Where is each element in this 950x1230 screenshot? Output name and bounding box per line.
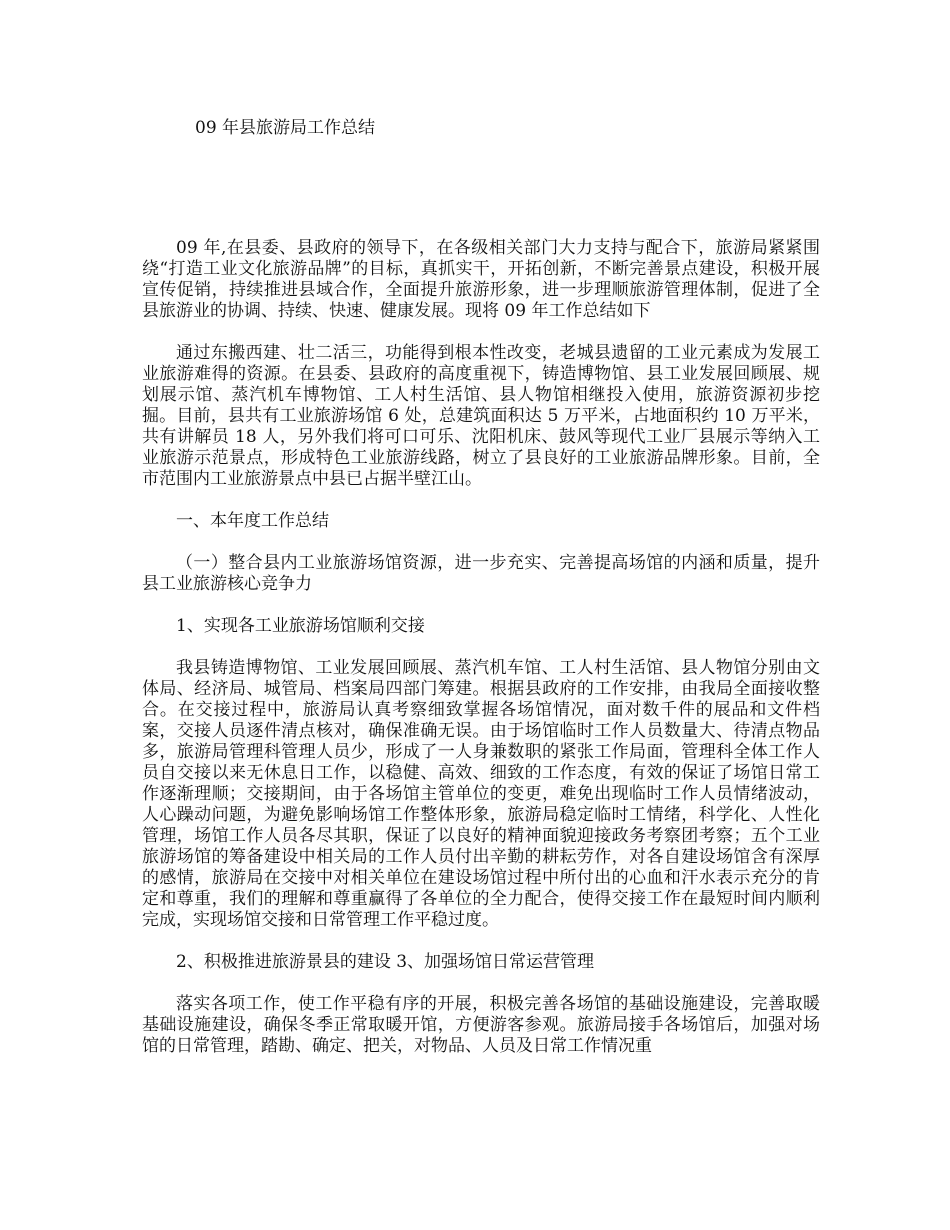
- section-heading-annual-summary: 一、本年度工作总结: [176, 511, 329, 531]
- operations-paragraph: 落实各项工作，使工作平稳有序的开展，积极完善各场馆的基础设施建设，完善取暖基础设施建设，确保冬季正常取暖开馆，方便游客参观。旅游局接手各场馆后，加强对场馆的日常管理，踏勘、确定、把关，对物品、人员及日常工作情况重: [142, 994, 820, 1056]
- subsection-heading-integration: （一）整合县内工业旅游场馆资源，进一步充实、完善提高场馆的内涵和质量，提升县工业旅游核心竞争力: [142, 553, 820, 594]
- handover-paragraph: 我县铸造博物馆、工业发展回顾展、蒸汽机车馆、工人村生活馆、县人物馆分别由文体局、经济局、城管局、档案局四部门筹建。根据县政府的工作安排，由我局全面接收整合。在交接过程中，旅游局认真考察细致掌握各场馆情况，面对数千件的展品和文件档案，交接人员逐件清点核对，确保准确无误。由于场馆临时工作人员数量大、待清点物品多，旅游局管理科管理人员少，形成了一人身兼数职的紧张工作局面，管理科全体工作人员自交接以来无休息日工作，以稳健、高效、细致的工作态度，有效的保证了场馆日常工作逐渐理顺；交接期间，由于各场馆主管单位的变更，难免出现临时工作人员情绪波动，人心躁动问题，为避免影响场馆工作整体形象，旅游局稳定临时工情绪，科学化、人性化管理，场馆工作人员各尽其职，保证了以良好的精神面貌迎接政务考察团考察；五个工业旅游场馆的筹备建设中相关局的工作人员付出辛勤的耕耘劳作，对各自建设场馆含有深厚的感情，旅游局在交接中对相关单位在建设场馆过程中所付出的心血和汗水表示充分的肯定和尊重，我们的理解和尊重赢得了各单位的全力配合，使得交接工作在最短时间内顺利完成，实现场馆交接和日常管理工作平稳过度。: [142, 658, 820, 930]
- item-heading-construction-operations: 2、积极推进旅游景县的建设 3、加强场馆日常运营管理: [176, 952, 595, 972]
- background-paragraph: 通过东搬西建、壮二活三，功能得到根本性改变，老城县遗留的工业元素成为发展工业旅游难得的资源。在县委、县政府的高度重视下，铸造博物馆、县工业发展回顾展、规划展示馆、蒸汽机车博物馆、工人村生活馆、县人物馆相继投入使用，旅游资源初步挖掘。目前，县共有工业旅游场馆 6 处，总建筑面积达 5 万平米，占地面积约 10 万平米，共有讲解员 18 人，另外我们将可口可乐、沈阳机床、鼓风等现代工业厂县展示等纳入工业旅游示范景点，形成特色工业旅游线路，树立了县良好的工业旅游品牌形象。目前，全市范围内工业旅游景点中县已占据半壁江山。: [142, 343, 820, 489]
- item-heading-handover: 1、实现各工业旅游场馆顺利交接: [176, 616, 425, 636]
- intro-paragraph: 09 年,在县委、县政府的领导下，在各级相关部门大力支持与配合下，旅游局紧紧围绕“打造工业文化旅游品牌”的目标，真抓实干，开拓创新，不断完善景点建设，积极开展宣传促销，持续推进县域合作，全面提升旅游形象，进一步理顺旅游管理体制，促进了全县旅游业的协调、持续、快速、健康发展。现将 09 年工作总结如下: [142, 238, 820, 321]
- document-title: 09 年县旅游局工作总结: [195, 118, 376, 138]
- document-body: [142, 238, 820, 1057]
